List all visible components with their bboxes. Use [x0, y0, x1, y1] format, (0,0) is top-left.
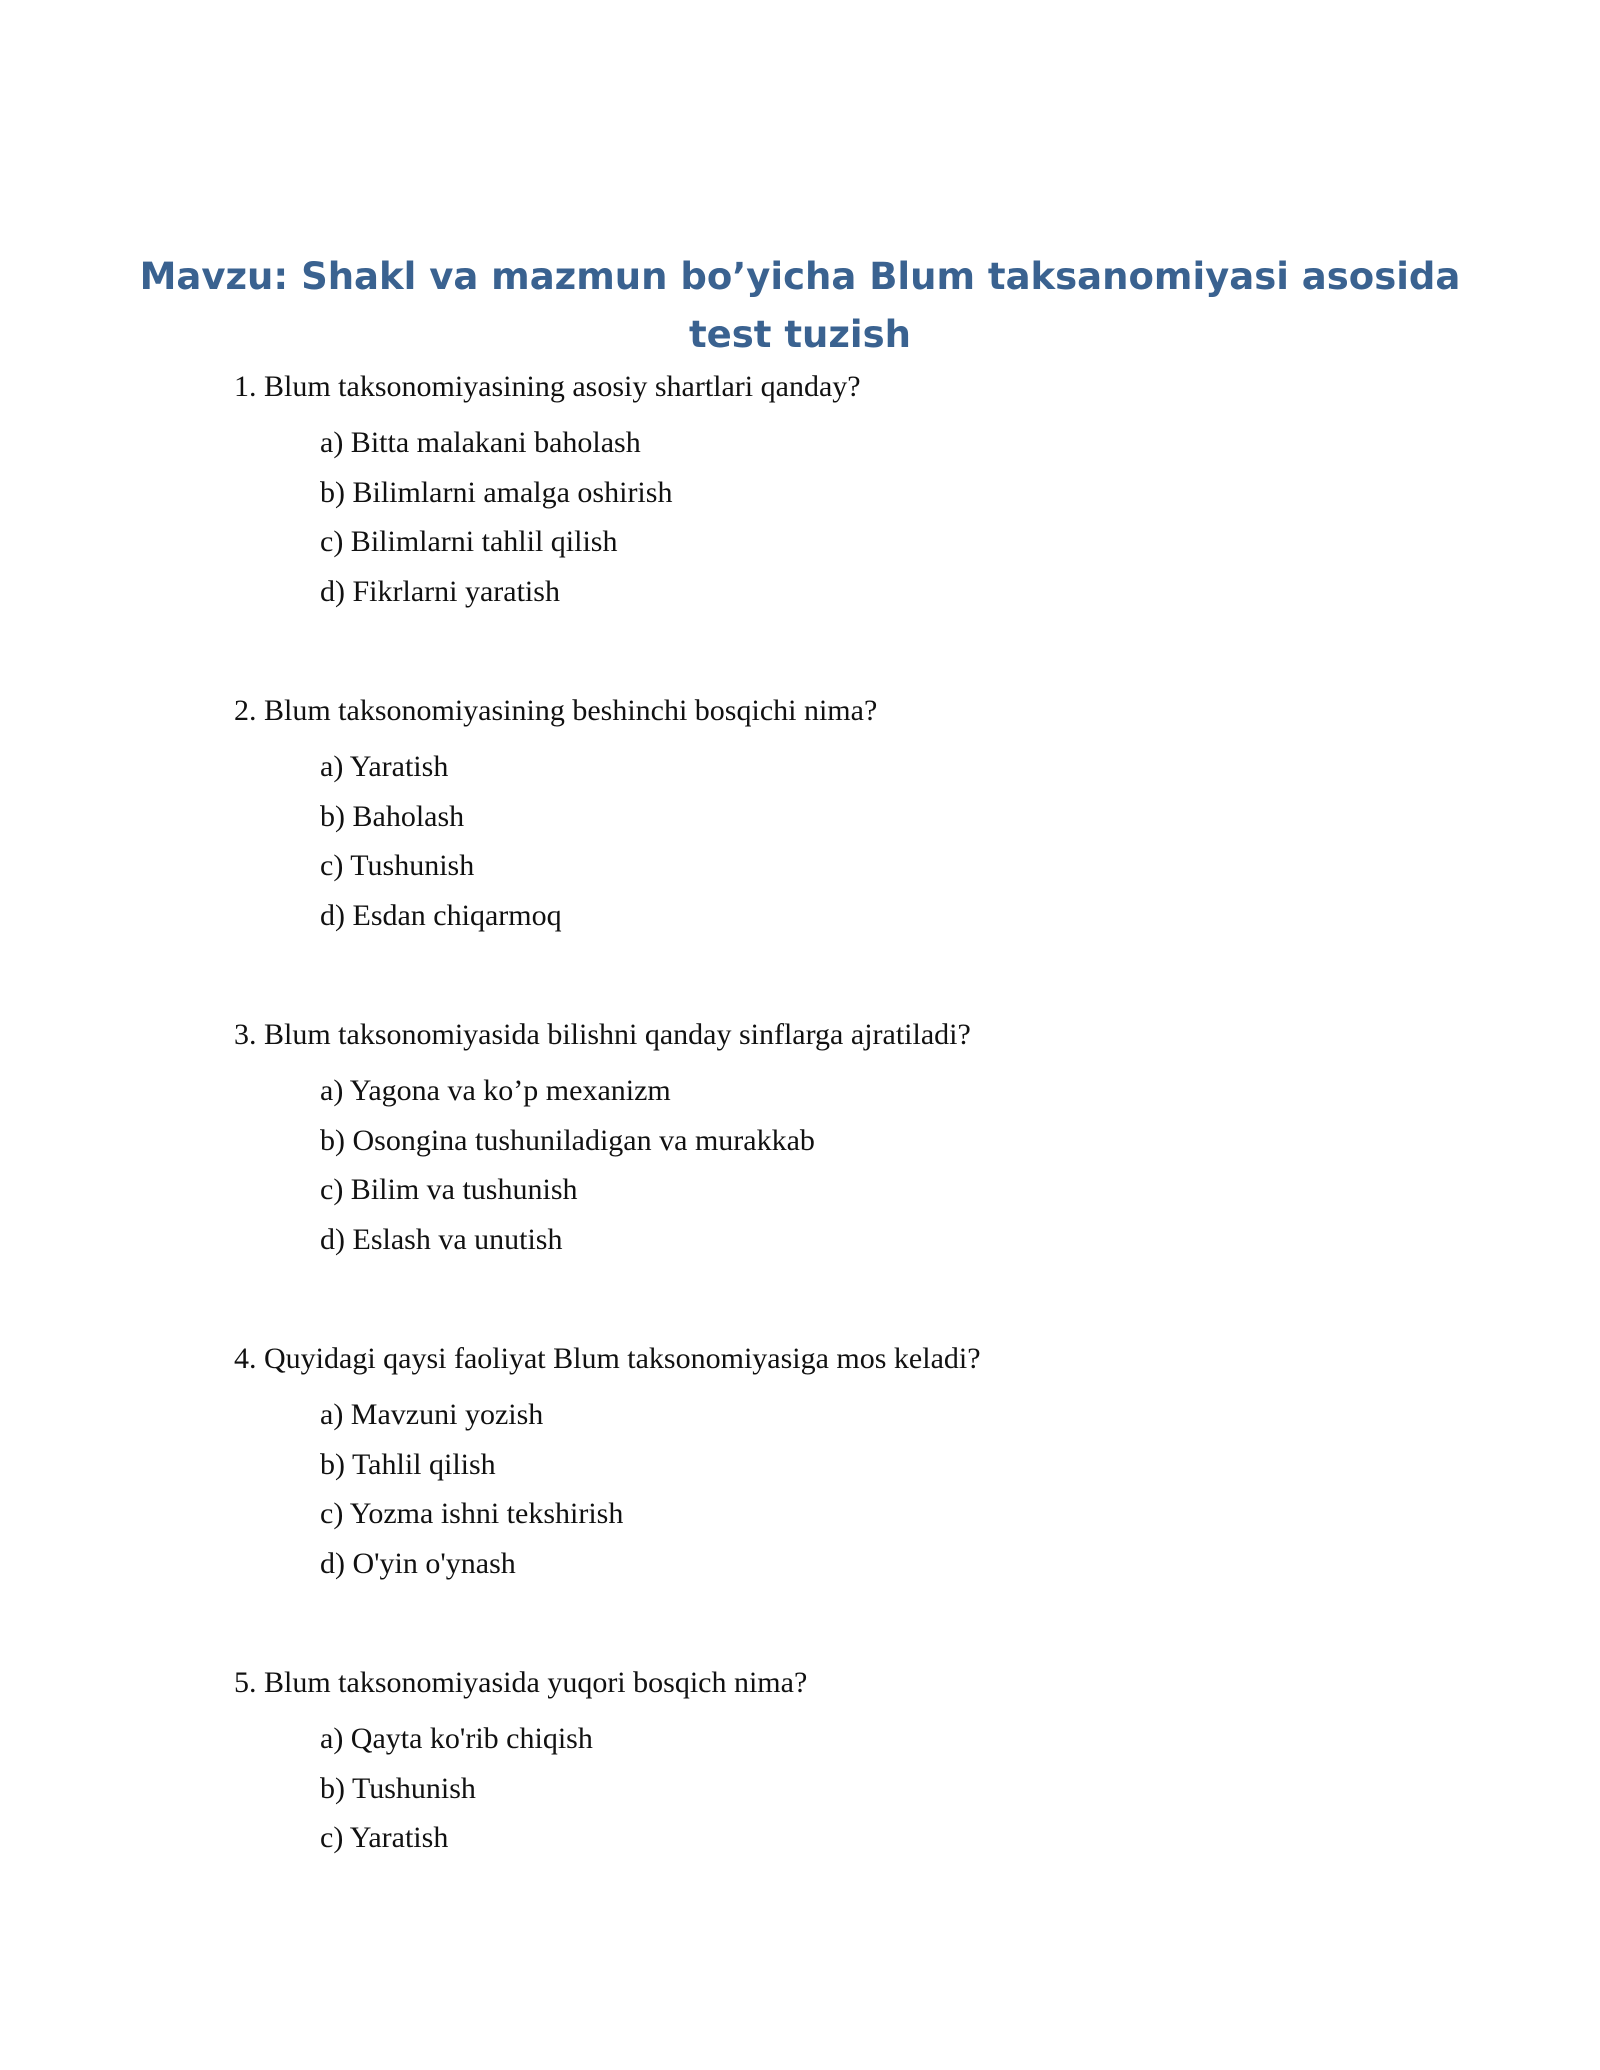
question-spacer [234, 616, 1434, 686]
option-a: a) Bitta malakani baholash [320, 426, 641, 459]
option-list [234, 1066, 1434, 1264]
option-c: c) Yozma ishni tekshirish [320, 1497, 624, 1530]
question-3 [234, 1010, 1434, 1334]
question-text: 1. Blum taksonomiyasining asosiy shartlari qanday? [234, 370, 861, 403]
question-text: 2. Blum taksonomiyasining beshinchi bosqichi nima? [234, 694, 878, 727]
question-spacer [234, 940, 1434, 1010]
option-list [234, 1390, 1434, 1588]
option-c: c) Tushunish [320, 849, 475, 882]
option-c: c) Yaratish [320, 1821, 449, 1854]
document-title [0, 248, 1600, 364]
option-list [234, 1714, 1434, 1863]
question-text: 4. Quyidagi qaysi faoliyat Blum taksonomiyasiga mos keladi? [234, 1342, 981, 1375]
option-b: b) Bilimlarni amalga oshirish [320, 475, 673, 509]
option-a: a) Qayta ko'rib chiqish [320, 1722, 593, 1755]
question-1 [234, 362, 1434, 686]
document-title-line-1: Mavzu: Shakl va mazmun bo’yicha Blum taksanomiyasi asosida [139, 255, 1461, 298]
document-title-line-2: test tuzish [689, 313, 911, 356]
question-spacer [234, 1264, 1434, 1334]
option-a: a) Yagona va ko’p mexanizm [320, 1074, 671, 1107]
question-5 [234, 1658, 1434, 1863]
option-d: d) Fikrlarni yaratish [320, 574, 560, 608]
option-list [234, 742, 1434, 940]
option-b: b) Tushunish [320, 1771, 476, 1805]
option-a: a) Mavzuni yozish [320, 1398, 544, 1431]
option-list [234, 418, 1434, 616]
option-b: b) Baholash [320, 799, 465, 833]
option-c: c) Bilimlarni tahlil qilish [320, 525, 618, 558]
question-list [234, 362, 1434, 1863]
question-text: 3. Blum taksonomiyasida bilishni qanday sinflarga ajratiladi? [234, 1018, 971, 1051]
option-c: c) Bilim va tushunish [320, 1173, 578, 1206]
option-b: b) Osongina tushuniladigan va murakkab [320, 1123, 815, 1157]
option-d: d) O'yin o'ynash [320, 1546, 516, 1580]
question-2 [234, 686, 1434, 1010]
option-d: d) Esdan chiqarmoq [320, 898, 562, 932]
question-text: 5. Blum taksonomiyasida yuqori bosqich nima? [234, 1666, 808, 1699]
question-4 [234, 1334, 1434, 1658]
option-a: a) Yaratish [320, 750, 449, 783]
option-b: b) Tahlil qilish [320, 1447, 496, 1481]
question-spacer [234, 1588, 1434, 1658]
option-d: d) Eslash va unutish [320, 1222, 563, 1256]
